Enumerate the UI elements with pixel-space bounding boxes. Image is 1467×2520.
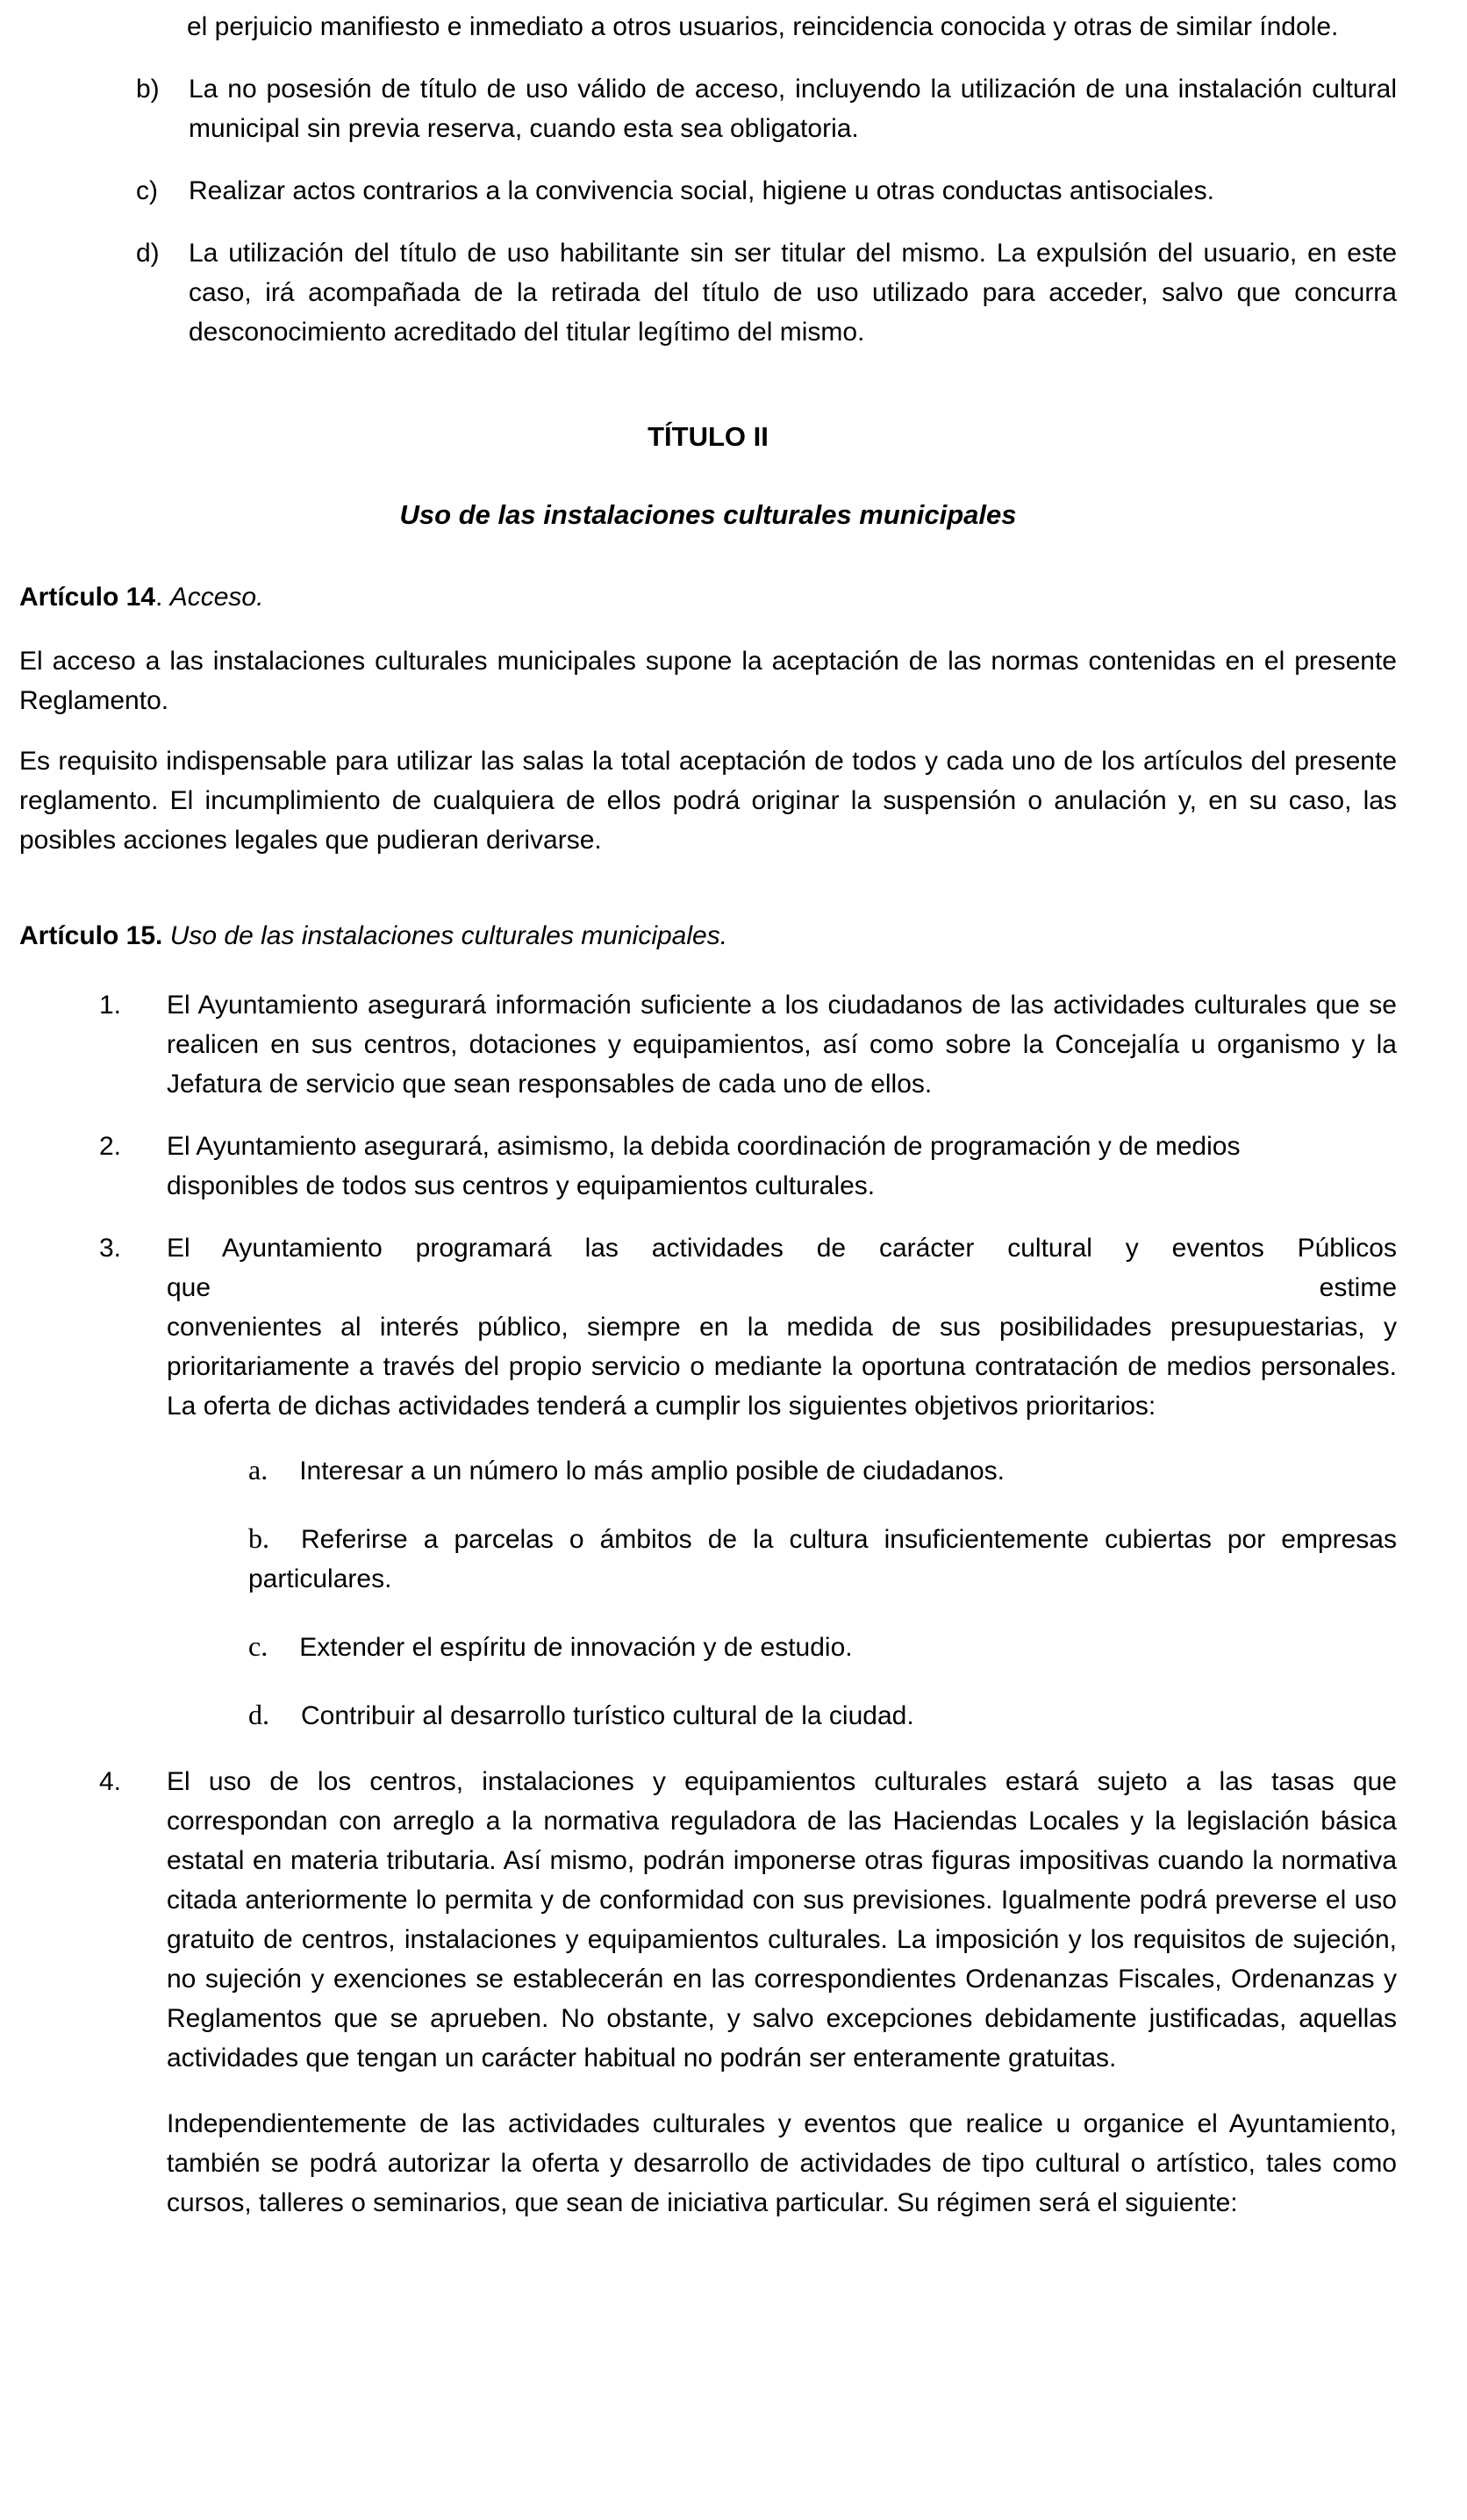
list-item-c — [19, 171, 1397, 211]
item-4-text: El uso de los centros, instalaciones y equipamientos culturales estará sujeto a las tasas que correspondan con arreglo a la normativa reguladora de las Haciendas Locales y la legislación básica estatal en materia tributaria. Así mismo, podrán imponerse otras figuras impositivas cuando la normativa citada anteriormente lo permita y de conformidad con sus previsiones. Igualmente podrá preverse el uso gratuito de centros, instalaciones y equipamientos culturales. La imposición y los requisitos de sujeción, no sujeción y exenciones se establecerán en las correspondientes Ordenanzas Fiscales, Ordenanzas y Reglamentos que se aprueben. No obstante, y salvo excepciones debidamente justificadas, aquellas actividades que tengan un carácter habitual no podrán ser enteramente gratuitas. — [167, 1767, 1397, 2073]
item-2-text — [167, 1127, 1397, 1206]
list-text-b: La no posesión de título de uso válido de acceso, incluyendo la utilización de una instalación cultural municipal sin previa reserva, cuando esta sea obligatoria. — [189, 75, 1397, 143]
item-3-gap-right: estime — [1319, 1273, 1397, 1302]
article-14-name: Acceso. — [169, 583, 264, 612]
item-3-number: 3. — [99, 1234, 122, 1263]
item-3-rest: convenientes al interés público, siempre en la medida de sus posibilidades presupuestarias, y prioritariamente a través del propio servicio o mediante la oportuna contratación de medios personales. La oferta de dichas actividades tenderá a cumplir los siguientes objetivos prioritarios: — [167, 1313, 1397, 1421]
item-3-gap-left: que — [167, 1273, 211, 1302]
sub-text-b: Referirse a parcelas o ámbitos de la cultura insuficientemente cubiertas por empresas particulares. — [248, 1525, 1397, 1593]
list-marker-d: d) — [136, 239, 160, 268]
sub-item-a — [19, 1449, 1397, 1491]
article-14-heading — [19, 577, 1397, 617]
article-15-separator — [162, 921, 169, 950]
sub-marker-c: c. — [248, 1630, 268, 1662]
article-14-label: Artículo 14 — [19, 583, 156, 612]
sub-item-c — [19, 1625, 1397, 1667]
sub-item-b — [19, 1517, 1397, 1599]
numbered-item-1 — [19, 985, 1397, 1104]
list-text-c: Realizar actos contrarios a la convivencia social, higiene u otras conductas antisociales. — [189, 176, 1214, 205]
final-paragraph: Independientemente de las actividades culturales y eventos que realice u organice el Ayuntamiento, también se podrá autorizar la oferta y desarrollo de actividades de tipo cultural o artístico, tales como cursos, talleres o seminarios, que sean de iniciativa particular. Su régimen será el siguiente: — [167, 2109, 1397, 2217]
item-3-line-1: El Ayuntamiento programará las actividades de carácter cultural y eventos Públicos — [167, 1234, 1397, 1263]
title-heading: TÍTULO II — [648, 421, 769, 452]
numbered-item-2 — [19, 1127, 1397, 1206]
sub-text-a: Interesar a un número lo más amplio posible de ciudadanos. — [299, 1457, 1005, 1486]
item-2-line-1: El Ayuntamiento asegurará, asimismo, la debida coordinación de programación y de medios — [167, 1132, 1241, 1161]
item-2-line-2: disponibles de todos sus centros y equipamientos culturales. — [167, 1171, 876, 1200]
list-item-b — [19, 69, 1397, 148]
article-15-heading — [19, 916, 1397, 956]
paragraph-continuation: el perjuicio manifiesto e inmediato a otros usuarios, reincidencia conocida y otras de similar índole. — [187, 12, 1339, 41]
article-14-paragraph-2: Es requisito indispensable para utilizar las salas la total aceptación de todos y cada uno de los artículos del presente reglamento. El incumplimiento de cualquiera de ellos podrá originar la suspensión o anulación y, en su caso, las posibles acciones legales que pudieran derivarse. — [19, 747, 1397, 855]
item-2-number: 2. — [99, 1132, 122, 1161]
article-14-paragraph-1: El acceso a las instalaciones culturales municipales supone la aceptación de las normas contenidas en el presente Reglamento. — [19, 647, 1397, 715]
subtitle-heading: Uso de las instalaciones culturales municipales — [399, 498, 1017, 530]
sub-text-c: Extender el espíritu de innovación y de estudio. — [299, 1633, 853, 1662]
item-3-text — [167, 1228, 1397, 1426]
article-15-name: Uso de las instalaciones culturales municipales. — [169, 921, 728, 950]
list-marker-b: b) — [136, 75, 160, 104]
list-marker-c: c) — [136, 176, 158, 205]
list-item-d — [19, 233, 1397, 352]
sub-text-d: Contribuir al desarrollo turístico cultural de la ciudad. — [301, 1701, 914, 1730]
numbered-item-3 — [19, 1228, 1397, 1426]
sub-marker-b: b. — [248, 1522, 269, 1554]
numbered-item-4 — [19, 1762, 1397, 2078]
sub-marker-d: d. — [248, 1699, 269, 1730]
article-14-separator: . — [155, 583, 170, 612]
sub-item-d — [19, 1693, 1397, 1736]
article-15-label: Artículo 15. — [19, 921, 163, 950]
item-4-number: 4. — [99, 1767, 122, 1796]
list-text-d: La utilización del título de uso habilitante sin ser titular del mismo. La expulsión del usuario, en este caso, irá acompañada de la retirada del título de uso utilizado para acceder, salvo que concurra desconocimiento acreditado del titular legítimo del mismo. — [189, 239, 1397, 347]
item-1-number: 1. — [99, 991, 122, 1020]
item-3-justified-gap-line — [167, 1268, 1397, 1307]
sub-marker-a: a. — [248, 1454, 268, 1486]
item-1-text: El Ayuntamiento asegurará información suficiente a los ciudadanos de las actividades culturales que se realicen en sus centros, dotaciones y equipamientos, así como sobre la Concejalía u organismo y la Jefatura de servicio que sean responsables de cada uno de ellos. — [167, 991, 1397, 1099]
